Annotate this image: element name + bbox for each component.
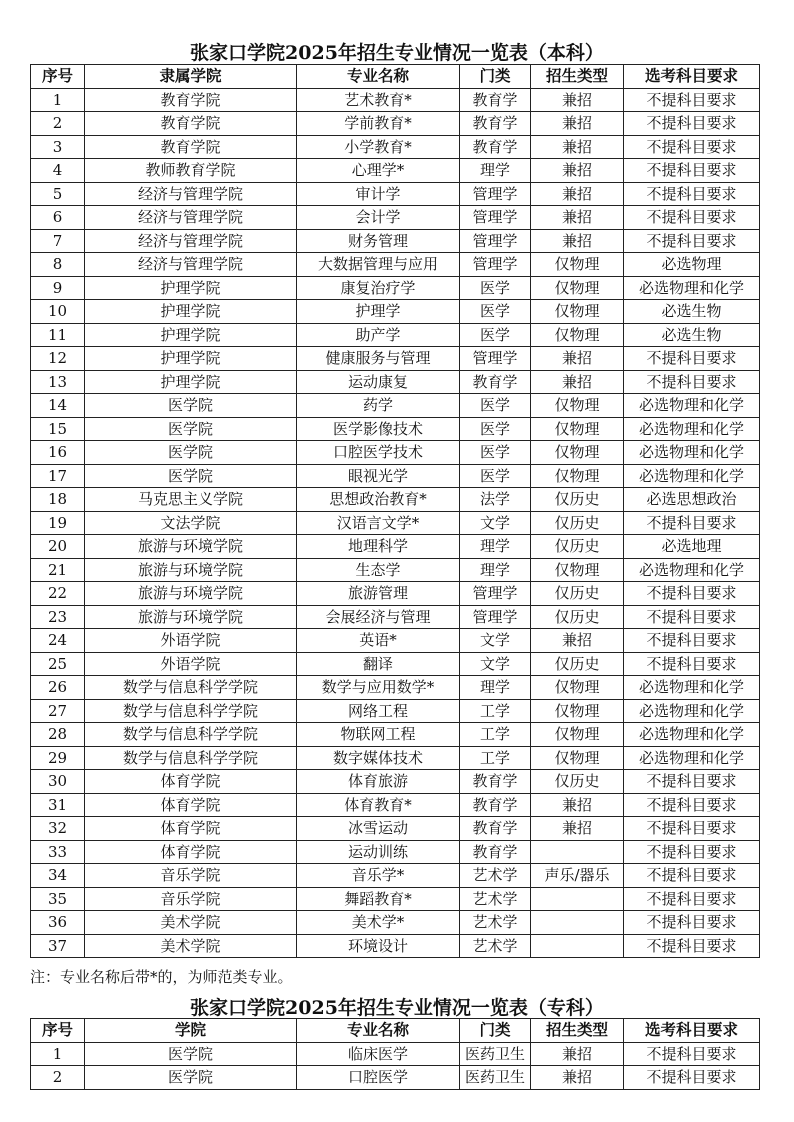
cell-college: 教育学院 xyxy=(85,112,297,136)
cell-major: 护理学 xyxy=(297,300,460,324)
cell-index: 35 xyxy=(31,887,85,911)
cell-major: 数学与应用数学* xyxy=(297,676,460,700)
table-row xyxy=(31,229,760,253)
cell-subject-requirement: 不提科目要求 xyxy=(624,182,760,206)
cell-index: 16 xyxy=(31,441,85,465)
cell-subject-requirement: 不提科目要求 xyxy=(624,511,760,535)
cell-major: 健康服务与管理 xyxy=(297,347,460,371)
cell-admission-type: 仅历史 xyxy=(531,582,624,606)
cell-subject-requirement: 必选物理和化学 xyxy=(624,746,760,770)
header-cell-major: 专业名称 xyxy=(297,1019,460,1043)
cell-subject-requirement: 必选生物 xyxy=(624,300,760,324)
cell-admission-type: 兼招 xyxy=(531,817,624,841)
cell-college: 医学院 xyxy=(85,417,297,441)
cell-category: 理学 xyxy=(460,676,531,700)
table-row xyxy=(31,276,760,300)
cell-major: 审计学 xyxy=(297,182,460,206)
table-row xyxy=(31,511,760,535)
table-row xyxy=(31,864,760,888)
cell-admission-type: 兼招 xyxy=(531,1066,624,1090)
table-row xyxy=(31,887,760,911)
cell-college: 经济与管理学院 xyxy=(85,253,297,277)
cell-major: 冰雪运动 xyxy=(297,817,460,841)
cell-category: 法学 xyxy=(460,488,531,512)
cell-college: 体育学院 xyxy=(85,817,297,841)
table-header-row xyxy=(31,65,760,89)
cell-admission-type: 仅物理 xyxy=(531,253,624,277)
cell-college: 护理学院 xyxy=(85,276,297,300)
cell-subject-requirement: 必选生物 xyxy=(624,323,760,347)
table-row xyxy=(31,770,760,794)
cell-subject-requirement: 不提科目要求 xyxy=(624,911,760,935)
cell-college: 数学与信息科学学院 xyxy=(85,676,297,700)
cell-category: 管理学 xyxy=(460,605,531,629)
cell-college: 教师教育学院 xyxy=(85,159,297,183)
cell-category: 文学 xyxy=(460,629,531,653)
table-row xyxy=(31,676,760,700)
cell-major: 美术学* xyxy=(297,911,460,935)
cell-major: 大数据管理与应用 xyxy=(297,253,460,277)
cell-subject-requirement: 不提科目要求 xyxy=(624,1042,760,1066)
cell-major: 助产学 xyxy=(297,323,460,347)
table-row xyxy=(31,911,760,935)
cell-subject-requirement: 不提科目要求 xyxy=(624,770,760,794)
cell-admission-type: 兼招 xyxy=(531,112,624,136)
table-row xyxy=(31,582,760,606)
cell-subject-requirement: 不提科目要求 xyxy=(624,112,760,136)
undergrad-table-title: 张家口学院2025年招生专业情况一览表（本科） xyxy=(190,42,604,64)
cell-college: 数学与信息科学学院 xyxy=(85,699,297,723)
cell-subject-requirement: 必选物理和化学 xyxy=(624,417,760,441)
table-row xyxy=(31,535,760,559)
header-cell-subject-requirement: 选考科目要求 xyxy=(624,1019,760,1043)
cell-major: 汉语言文学* xyxy=(297,511,460,535)
table-row xyxy=(31,417,760,441)
header-cell-college: 学院 xyxy=(85,1019,297,1043)
cell-college: 旅游与环境学院 xyxy=(85,535,297,559)
cell-admission-type: 声乐/器乐 xyxy=(531,864,624,888)
table-row xyxy=(31,253,760,277)
header-cell-major: 专业名称 xyxy=(297,65,460,89)
cell-category: 医学 xyxy=(460,417,531,441)
cell-college: 教育学院 xyxy=(85,135,297,159)
cell-category: 工学 xyxy=(460,746,531,770)
undergrad-majors-table xyxy=(30,64,760,958)
cell-major: 眼视光学 xyxy=(297,464,460,488)
cell-index: 15 xyxy=(31,417,85,441)
cell-index: 4 xyxy=(31,159,85,183)
table-row xyxy=(31,840,760,864)
cell-subject-requirement: 必选物理和化学 xyxy=(624,464,760,488)
cell-major: 物联网工程 xyxy=(297,723,460,747)
cell-index: 19 xyxy=(31,511,85,535)
cell-index: 32 xyxy=(31,817,85,841)
cell-index: 18 xyxy=(31,488,85,512)
cell-subject-requirement: 必选物理和化学 xyxy=(624,441,760,465)
cell-major: 音乐学* xyxy=(297,864,460,888)
cell-subject-requirement: 不提科目要求 xyxy=(624,1066,760,1090)
cell-category: 医学 xyxy=(460,441,531,465)
table-row xyxy=(31,793,760,817)
cell-category: 教育学 xyxy=(460,817,531,841)
cell-major: 药学 xyxy=(297,394,460,418)
cell-admission-type: 兼招 xyxy=(531,88,624,112)
cell-admission-type: 兼招 xyxy=(531,793,624,817)
cell-major: 体育教育* xyxy=(297,793,460,817)
cell-subject-requirement: 不提科目要求 xyxy=(624,934,760,958)
table-row xyxy=(31,112,760,136)
table-row xyxy=(31,159,760,183)
cell-index: 13 xyxy=(31,370,85,394)
cell-index: 20 xyxy=(31,535,85,559)
cell-admission-type: 兼招 xyxy=(531,370,624,394)
cell-subject-requirement: 必选物理和化学 xyxy=(624,676,760,700)
cell-major: 临床医学 xyxy=(297,1042,460,1066)
junior-college-majors-table xyxy=(30,1018,760,1090)
cell-subject-requirement: 不提科目要求 xyxy=(624,605,760,629)
cell-major: 体育旅游 xyxy=(297,770,460,794)
cell-index: 21 xyxy=(31,558,85,582)
cell-major: 口腔医学技术 xyxy=(297,441,460,465)
cell-admission-type: 仅历史 xyxy=(531,605,624,629)
cell-index: 3 xyxy=(31,135,85,159)
junior-college-table-title: 张家口学院2025年招生专业情况一览表（专科） xyxy=(190,997,604,1019)
cell-major: 康复治疗学 xyxy=(297,276,460,300)
cell-subject-requirement: 不提科目要求 xyxy=(624,88,760,112)
cell-index: 1 xyxy=(31,1042,85,1066)
cell-index: 23 xyxy=(31,605,85,629)
cell-college: 外语学院 xyxy=(85,629,297,653)
cell-college: 教育学院 xyxy=(85,88,297,112)
cell-subject-requirement: 不提科目要求 xyxy=(624,840,760,864)
cell-index: 9 xyxy=(31,276,85,300)
cell-admission-type: 仅物理 xyxy=(531,441,624,465)
cell-admission-type: 仅历史 xyxy=(531,535,624,559)
cell-major: 生态学 xyxy=(297,558,460,582)
cell-major: 舞蹈教育* xyxy=(297,887,460,911)
cell-category: 医药卫生 xyxy=(460,1066,531,1090)
cell-index: 5 xyxy=(31,182,85,206)
cell-admission-type: 仅历史 xyxy=(531,488,624,512)
cell-admission-type: 仅物理 xyxy=(531,417,624,441)
cell-subject-requirement: 必选物理 xyxy=(624,253,760,277)
cell-category: 医学 xyxy=(460,464,531,488)
cell-admission-type xyxy=(531,887,624,911)
table-row xyxy=(31,464,760,488)
cell-college: 医学院 xyxy=(85,464,297,488)
table-row xyxy=(31,652,760,676)
cell-college: 旅游与环境学院 xyxy=(85,582,297,606)
cell-index: 37 xyxy=(31,934,85,958)
table-row xyxy=(31,1066,760,1090)
table-row xyxy=(31,488,760,512)
cell-admission-type: 仅物理 xyxy=(531,676,624,700)
cell-major: 翻译 xyxy=(297,652,460,676)
cell-category: 管理学 xyxy=(460,182,531,206)
cell-index: 34 xyxy=(31,864,85,888)
header-cell-index: 序号 xyxy=(31,65,85,89)
table-row xyxy=(31,323,760,347)
header-cell-category: 门类 xyxy=(460,65,531,89)
cell-subject-requirement: 不提科目要求 xyxy=(624,206,760,230)
cell-subject-requirement: 不提科目要求 xyxy=(624,370,760,394)
cell-subject-requirement: 必选物理和化学 xyxy=(624,699,760,723)
cell-college: 医学院 xyxy=(85,394,297,418)
cell-category: 教育学 xyxy=(460,112,531,136)
cell-admission-type: 仅历史 xyxy=(531,511,624,535)
table-row xyxy=(31,441,760,465)
cell-index: 17 xyxy=(31,464,85,488)
cell-category: 教育学 xyxy=(460,88,531,112)
normal-major-note: 注：专业名称后带*的，为师范类专业。 xyxy=(30,968,293,986)
cell-college: 旅游与环境学院 xyxy=(85,558,297,582)
cell-major: 心理学* xyxy=(297,159,460,183)
cell-admission-type: 兼招 xyxy=(531,229,624,253)
cell-major: 小学教育* xyxy=(297,135,460,159)
cell-admission-type: 仅物理 xyxy=(531,558,624,582)
cell-major: 口腔医学 xyxy=(297,1066,460,1090)
cell-subject-requirement: 不提科目要求 xyxy=(624,135,760,159)
table-row xyxy=(31,300,760,324)
cell-college: 医学院 xyxy=(85,1042,297,1066)
cell-index: 7 xyxy=(31,229,85,253)
cell-admission-type: 仅物理 xyxy=(531,464,624,488)
cell-index: 31 xyxy=(31,793,85,817)
table-row xyxy=(31,88,760,112)
cell-admission-type xyxy=(531,840,624,864)
cell-index: 6 xyxy=(31,206,85,230)
cell-college: 经济与管理学院 xyxy=(85,206,297,230)
cell-subject-requirement: 不提科目要求 xyxy=(624,864,760,888)
cell-category: 艺术学 xyxy=(460,934,531,958)
cell-major: 思想政治教育* xyxy=(297,488,460,512)
cell-college: 医学院 xyxy=(85,441,297,465)
junior-college-table-body xyxy=(31,1042,760,1089)
cell-college: 医学院 xyxy=(85,1066,297,1090)
cell-category: 艺术学 xyxy=(460,864,531,888)
cell-major: 医学影像技术 xyxy=(297,417,460,441)
cell-category: 艺术学 xyxy=(460,887,531,911)
table-row xyxy=(31,370,760,394)
cell-major: 环境设计 xyxy=(297,934,460,958)
cell-major: 运动训练 xyxy=(297,840,460,864)
cell-admission-type: 兼招 xyxy=(531,206,624,230)
cell-admission-type: 仅物理 xyxy=(531,699,624,723)
cell-category: 教育学 xyxy=(460,370,531,394)
cell-admission-type: 仅物理 xyxy=(531,300,624,324)
cell-subject-requirement: 不提科目要求 xyxy=(624,652,760,676)
table-row xyxy=(31,934,760,958)
cell-major: 地理科学 xyxy=(297,535,460,559)
cell-subject-requirement: 不提科目要求 xyxy=(624,817,760,841)
cell-subject-requirement: 必选物理和化学 xyxy=(624,558,760,582)
cell-index: 14 xyxy=(31,394,85,418)
cell-category: 医药卫生 xyxy=(460,1042,531,1066)
cell-college: 数学与信息科学学院 xyxy=(85,746,297,770)
cell-category: 管理学 xyxy=(460,347,531,371)
cell-index: 30 xyxy=(31,770,85,794)
table-header-row xyxy=(31,1019,760,1043)
cell-college: 马克思主义学院 xyxy=(85,488,297,512)
cell-category: 管理学 xyxy=(460,206,531,230)
cell-college: 旅游与环境学院 xyxy=(85,605,297,629)
cell-index: 12 xyxy=(31,347,85,371)
cell-index: 27 xyxy=(31,699,85,723)
cell-subject-requirement: 必选地理 xyxy=(624,535,760,559)
table-row xyxy=(31,394,760,418)
cell-category: 教育学 xyxy=(460,135,531,159)
table-row xyxy=(31,605,760,629)
undergrad-table-body xyxy=(31,88,760,958)
cell-subject-requirement: 不提科目要求 xyxy=(624,793,760,817)
cell-major: 艺术教育* xyxy=(297,88,460,112)
cell-subject-requirement: 必选物理和化学 xyxy=(624,723,760,747)
table-row xyxy=(31,746,760,770)
cell-admission-type: 仅历史 xyxy=(531,652,624,676)
cell-college: 护理学院 xyxy=(85,323,297,347)
cell-category: 理学 xyxy=(460,159,531,183)
cell-index: 2 xyxy=(31,112,85,136)
cell-college: 数学与信息科学学院 xyxy=(85,723,297,747)
cell-category: 艺术学 xyxy=(460,911,531,935)
cell-index: 10 xyxy=(31,300,85,324)
cell-index: 28 xyxy=(31,723,85,747)
cell-category: 工学 xyxy=(460,699,531,723)
table-row xyxy=(31,182,760,206)
cell-subject-requirement: 必选思想政治 xyxy=(624,488,760,512)
cell-admission-type: 仅历史 xyxy=(531,770,624,794)
header-cell-college: 隶属学院 xyxy=(85,65,297,89)
cell-admission-type: 兼招 xyxy=(531,347,624,371)
cell-category: 文学 xyxy=(460,652,531,676)
table-row xyxy=(31,817,760,841)
cell-college: 体育学院 xyxy=(85,793,297,817)
cell-category: 医学 xyxy=(460,323,531,347)
cell-category: 理学 xyxy=(460,558,531,582)
table-row xyxy=(31,347,760,371)
cell-college: 音乐学院 xyxy=(85,864,297,888)
cell-category: 医学 xyxy=(460,300,531,324)
cell-subject-requirement: 不提科目要求 xyxy=(624,887,760,911)
cell-subject-requirement: 不提科目要求 xyxy=(624,347,760,371)
cell-major: 会展经济与管理 xyxy=(297,605,460,629)
cell-college: 体育学院 xyxy=(85,840,297,864)
cell-admission-type: 仅物理 xyxy=(531,276,624,300)
cell-index: 11 xyxy=(31,323,85,347)
cell-index: 8 xyxy=(31,253,85,277)
cell-college: 护理学院 xyxy=(85,347,297,371)
cell-college: 音乐学院 xyxy=(85,887,297,911)
cell-category: 工学 xyxy=(460,723,531,747)
cell-subject-requirement: 不提科目要求 xyxy=(624,159,760,183)
cell-category: 管理学 xyxy=(460,229,531,253)
cell-admission-type: 兼招 xyxy=(531,182,624,206)
cell-college: 文法学院 xyxy=(85,511,297,535)
cell-index: 33 xyxy=(31,840,85,864)
cell-admission-type: 兼招 xyxy=(531,159,624,183)
cell-college: 护理学院 xyxy=(85,370,297,394)
cell-index: 2 xyxy=(31,1066,85,1090)
cell-index: 1 xyxy=(31,88,85,112)
header-cell-category: 门类 xyxy=(460,1019,531,1043)
cell-index: 29 xyxy=(31,746,85,770)
cell-major: 网络工程 xyxy=(297,699,460,723)
cell-major: 运动康复 xyxy=(297,370,460,394)
cell-subject-requirement: 不提科目要求 xyxy=(624,629,760,653)
cell-college: 经济与管理学院 xyxy=(85,182,297,206)
cell-category: 管理学 xyxy=(460,582,531,606)
cell-major: 数字媒体技术 xyxy=(297,746,460,770)
cell-admission-type: 仅物理 xyxy=(531,723,624,747)
cell-admission-type: 兼招 xyxy=(531,1042,624,1066)
cell-index: 26 xyxy=(31,676,85,700)
cell-index: 36 xyxy=(31,911,85,935)
cell-category: 医学 xyxy=(460,276,531,300)
table-row xyxy=(31,723,760,747)
cell-major: 会计学 xyxy=(297,206,460,230)
cell-college: 美术学院 xyxy=(85,911,297,935)
cell-admission-type: 兼招 xyxy=(531,629,624,653)
cell-category: 理学 xyxy=(460,535,531,559)
cell-college: 经济与管理学院 xyxy=(85,229,297,253)
header-cell-admission-type: 招生类型 xyxy=(531,65,624,89)
cell-admission-type: 仅物理 xyxy=(531,746,624,770)
header-cell-index: 序号 xyxy=(31,1019,85,1043)
cell-major: 旅游管理 xyxy=(297,582,460,606)
cell-college: 外语学院 xyxy=(85,652,297,676)
cell-admission-type: 兼招 xyxy=(531,135,624,159)
cell-admission-type: 仅物理 xyxy=(531,394,624,418)
table-row xyxy=(31,135,760,159)
cell-category: 教育学 xyxy=(460,793,531,817)
table-row xyxy=(31,699,760,723)
cell-index: 25 xyxy=(31,652,85,676)
cell-major: 财务管理 xyxy=(297,229,460,253)
cell-category: 文学 xyxy=(460,511,531,535)
cell-category: 医学 xyxy=(460,394,531,418)
cell-major: 学前教育* xyxy=(297,112,460,136)
cell-admission-type xyxy=(531,911,624,935)
cell-category: 教育学 xyxy=(460,840,531,864)
header-cell-subject-requirement: 选考科目要求 xyxy=(624,65,760,89)
cell-major: 英语* xyxy=(297,629,460,653)
cell-admission-type: 仅物理 xyxy=(531,323,624,347)
header-cell-admission-type: 招生类型 xyxy=(531,1019,624,1043)
cell-category: 管理学 xyxy=(460,253,531,277)
cell-subject-requirement: 必选物理和化学 xyxy=(624,394,760,418)
cell-index: 24 xyxy=(31,629,85,653)
cell-index: 22 xyxy=(31,582,85,606)
table-row xyxy=(31,558,760,582)
cell-college: 美术学院 xyxy=(85,934,297,958)
cell-category: 教育学 xyxy=(460,770,531,794)
cell-admission-type xyxy=(531,934,624,958)
cell-subject-requirement: 不提科目要求 xyxy=(624,229,760,253)
table-row xyxy=(31,629,760,653)
table-row xyxy=(31,206,760,230)
cell-subject-requirement: 必选物理和化学 xyxy=(624,276,760,300)
cell-college: 体育学院 xyxy=(85,770,297,794)
cell-subject-requirement: 不提科目要求 xyxy=(624,582,760,606)
cell-college: 护理学院 xyxy=(85,300,297,324)
table-row xyxy=(31,1042,760,1066)
